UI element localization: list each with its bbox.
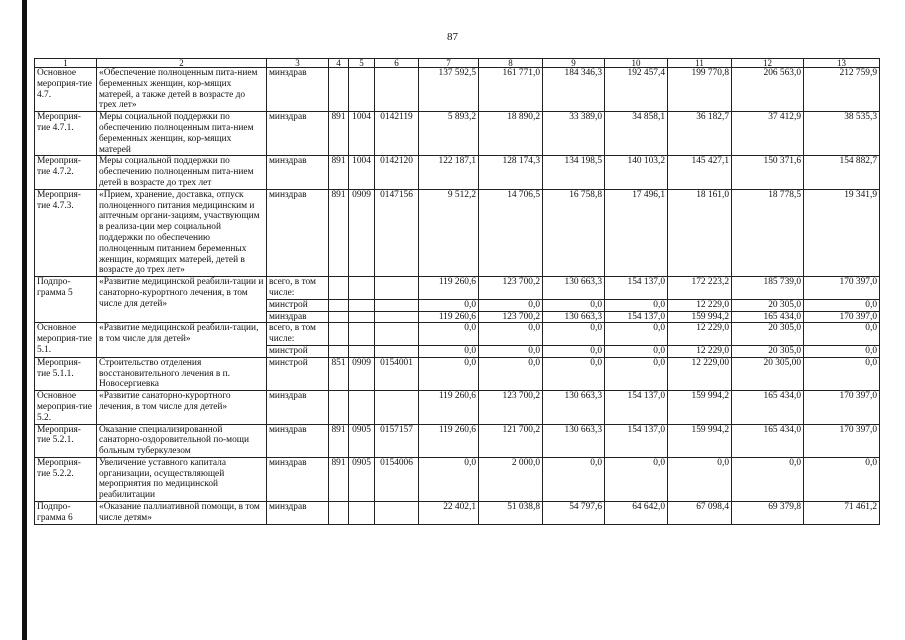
column-header-7: 7 (419, 59, 479, 68)
table-row (35, 502, 880, 525)
table-row (35, 424, 880, 457)
value-cell-13: 0,0 (804, 345, 880, 357)
value-cell-13: 0,0 (804, 357, 880, 390)
value-cell-8: 123 700,2 (479, 277, 543, 300)
value-cell-12: 69 379,8 (732, 502, 804, 525)
row-name: Мероприя-тие 4.7.3. (35, 189, 97, 276)
value-cell-8: 161 771,0 (479, 68, 543, 112)
value-cell-13: 0,0 (804, 457, 880, 501)
table-row (35, 277, 880, 300)
code-5-cell: 0909 (349, 357, 375, 390)
table-row (35, 68, 880, 112)
value-cell-7: 122 187,1 (419, 156, 479, 189)
value-cell-7: 119 260,6 (419, 311, 479, 323)
value-cell-10: 64 642,0 (605, 502, 668, 525)
value-cell-10: 140 103,2 (605, 156, 668, 189)
code-6-cell (375, 277, 419, 300)
code-5-cell (349, 299, 375, 311)
value-cell-7: 0,0 (419, 357, 479, 390)
value-cell-12: 18 778,5 (732, 189, 804, 276)
row-name: Мероприя-тие 5.2.1. (35, 424, 97, 457)
value-cell-7: 9 512,2 (419, 189, 479, 276)
value-cell-7: 0,0 (419, 345, 479, 357)
value-cell-12: 0,0 (732, 457, 804, 501)
column-header-11: 11 (668, 59, 732, 68)
code-4-cell (329, 345, 349, 357)
row-description: «Оказание паллиативной помощи, в том числе детям» (97, 502, 267, 525)
value-cell-10: 0,0 (605, 457, 668, 501)
table-row (35, 323, 880, 346)
value-cell-13: 170 397,0 (804, 311, 880, 323)
code-5-cell: 1004 (349, 156, 375, 189)
code-5-cell (349, 502, 375, 525)
executor-cell: всего, в том числе: (267, 323, 329, 346)
value-cell-8: 0,0 (479, 345, 543, 357)
value-cell-9: 130 663,3 (543, 311, 605, 323)
code-4-cell (329, 311, 349, 323)
code-6-cell: 0142120 (375, 156, 419, 189)
column-header-13: 13 (804, 59, 880, 68)
executor-cell: минздрав (267, 189, 329, 276)
code-4-cell (329, 299, 349, 311)
value-cell-13: 154 882,7 (804, 156, 880, 189)
row-name: Основное мероприя-тие 5.1. (35, 323, 97, 357)
value-cell-11: 0,0 (668, 457, 732, 501)
table-row (35, 156, 880, 189)
value-cell-13: 0,0 (804, 323, 880, 346)
code-6-cell (375, 323, 419, 346)
value-cell-10: 154 137,0 (605, 277, 668, 300)
value-cell-9: 184 346,3 (543, 68, 605, 112)
code-4-cell: 891 (329, 156, 349, 189)
code-5-cell: 0909 (349, 189, 375, 276)
column-header-4: 4 (329, 59, 349, 68)
page-number: 87 (447, 31, 458, 43)
value-cell-13: 71 461,2 (804, 502, 880, 525)
binding-bar (22, 0, 27, 640)
program-table (34, 58, 880, 525)
value-cell-11: 199 770,8 (668, 68, 732, 112)
code-5-cell (349, 311, 375, 323)
column-header-8: 8 (479, 59, 543, 68)
table-row (35, 357, 880, 390)
value-cell-11: 36 182,7 (668, 112, 732, 156)
value-cell-7: 0,0 (419, 299, 479, 311)
code-6-cell (375, 299, 419, 311)
executor-cell: всего, в том числе: (267, 277, 329, 300)
value-cell-9: 130 663,3 (543, 424, 605, 457)
code-4-cell (329, 323, 349, 346)
value-cell-12: 20 305,0 (732, 323, 804, 346)
value-cell-12: 37 412,9 (732, 112, 804, 156)
value-cell-8: 123 700,2 (479, 391, 543, 424)
column-header-3: 3 (267, 59, 329, 68)
value-cell-12: 206 563,0 (732, 68, 804, 112)
code-4-cell: 891 (329, 189, 349, 276)
value-cell-8: 0,0 (479, 357, 543, 390)
value-cell-7: 22 402,1 (419, 502, 479, 525)
value-cell-12: 165 434,0 (732, 311, 804, 323)
value-cell-9: 0,0 (543, 457, 605, 501)
value-cell-8: 0,0 (479, 323, 543, 346)
table-row (35, 457, 880, 501)
row-name: Подпро-грамма 5 (35, 277, 97, 323)
value-cell-12: 150 371,6 (732, 156, 804, 189)
column-header-6: 6 (375, 59, 419, 68)
value-cell-8: 2 000,0 (479, 457, 543, 501)
executor-cell: минздрав (267, 502, 329, 525)
executor-cell: минздрав (267, 457, 329, 501)
code-5-cell (349, 391, 375, 424)
code-4-cell (329, 277, 349, 300)
row-name: Мероприя-тие 4.7.1. (35, 112, 97, 156)
column-header-12: 12 (732, 59, 804, 68)
executor-cell: минздрав (267, 391, 329, 424)
code-5-cell (349, 68, 375, 112)
executor-cell: минздрав (267, 156, 329, 189)
column-header-5: 5 (349, 59, 375, 68)
code-5-cell (349, 323, 375, 346)
executor-cell: минстрой (267, 299, 329, 311)
value-cell-12: 165 434,0 (732, 424, 804, 457)
column-header-9: 9 (543, 59, 605, 68)
row-description: «Развитие санаторно-курортного лечения, в том числе для детей» (97, 391, 267, 424)
value-cell-9: 130 663,3 (543, 391, 605, 424)
table-row (35, 391, 880, 424)
value-cell-10: 17 496,1 (605, 189, 668, 276)
value-cell-8: 0,0 (479, 299, 543, 311)
value-cell-10: 0,0 (605, 323, 668, 346)
value-cell-9: 130 663,3 (543, 277, 605, 300)
value-cell-13: 170 397,0 (804, 424, 880, 457)
value-cell-8: 51 038,8 (479, 502, 543, 525)
value-cell-9: 0,0 (543, 357, 605, 390)
code-6-cell (375, 311, 419, 323)
value-cell-7: 119 260,6 (419, 277, 479, 300)
executor-cell: минздрав (267, 68, 329, 112)
value-cell-12: 20 305,00 (732, 357, 804, 390)
value-cell-10: 154 137,0 (605, 391, 668, 424)
value-cell-9: 134 198,5 (543, 156, 605, 189)
value-cell-7: 137 592,5 (419, 68, 479, 112)
code-6-cell: 0154006 (375, 457, 419, 501)
table-row (35, 189, 880, 276)
value-cell-13: 170 397,0 (804, 277, 880, 300)
value-cell-9: 0,0 (543, 323, 605, 346)
row-description: «Развитие медицинской реабили-тации и санаторно-курортного лечения, в том числе для детей» (97, 277, 267, 323)
value-cell-12: 20 305,0 (732, 345, 804, 357)
value-cell-8: 121 700,2 (479, 424, 543, 457)
code-6-cell (375, 345, 419, 357)
code-4-cell (329, 68, 349, 112)
code-5-cell (349, 345, 375, 357)
value-cell-9: 0,0 (543, 345, 605, 357)
row-name: Мероприя-тие 5.2.2. (35, 457, 97, 501)
value-cell-11: 172 223,2 (668, 277, 732, 300)
row-description: «Развитие медицинской реабили-тации, в том числе для детей» (97, 323, 267, 357)
code-6-cell (375, 502, 419, 525)
code-6-cell: 0157157 (375, 424, 419, 457)
code-4-cell (329, 502, 349, 525)
value-cell-10: 0,0 (605, 299, 668, 311)
value-cell-12: 185 739,0 (732, 277, 804, 300)
value-cell-7: 0,0 (419, 323, 479, 346)
value-cell-10: 0,0 (605, 345, 668, 357)
value-cell-11: 159 994,2 (668, 391, 732, 424)
value-cell-7: 119 260,6 (419, 424, 479, 457)
column-header-2: 2 (97, 59, 267, 68)
value-cell-9: 16 758,8 (543, 189, 605, 276)
row-description: Меры социальной поддержки по обеспечению полноценным пита-нием беременных женщин, кор-мящих матерей (97, 112, 267, 156)
row-description: Строительство отделения восстановительного лечения в п. Новосергиевка (97, 357, 267, 390)
value-cell-9: 33 389,0 (543, 112, 605, 156)
value-cell-11: 18 161,0 (668, 189, 732, 276)
value-cell-8: 18 890,2 (479, 112, 543, 156)
value-cell-11: 67 098,4 (668, 502, 732, 525)
column-header-10: 10 (605, 59, 668, 68)
value-cell-11: 145 427,1 (668, 156, 732, 189)
code-5-cell: 0905 (349, 457, 375, 501)
table-row (35, 112, 880, 156)
code-4-cell: 891 (329, 457, 349, 501)
value-cell-10: 0,0 (605, 357, 668, 390)
executor-cell: минздрав (267, 112, 329, 156)
value-cell-11: 12 229,0 (668, 299, 732, 311)
code-5-cell: 1004 (349, 112, 375, 156)
row-name: Основное мероприя-тие 5.2. (35, 391, 97, 424)
header-row (35, 59, 880, 68)
value-cell-11: 159 994,2 (668, 424, 732, 457)
value-cell-10: 192 457,4 (605, 68, 668, 112)
value-cell-8: 14 706,5 (479, 189, 543, 276)
value-cell-10: 154 137,0 (605, 311, 668, 323)
value-cell-13: 170 397,0 (804, 391, 880, 424)
row-description: Оказание специализированной санаторно-оздоровительной по-мощи больным туберкулезом (97, 424, 267, 457)
value-cell-13: 0,0 (804, 299, 880, 311)
code-6-cell (375, 391, 419, 424)
code-4-cell: 891 (329, 112, 349, 156)
code-6-cell: 0142119 (375, 112, 419, 156)
row-name: Мероприя-тие 4.7.2. (35, 156, 97, 189)
value-cell-11: 12 229,00 (668, 357, 732, 390)
executor-cell: минстрой (267, 357, 329, 390)
value-cell-9: 54 797,6 (543, 502, 605, 525)
row-description: «Обеспечение полноценным пита-нием беременных женщин, кор-мящих матерей, а также детей в возрасте до трех лет» (97, 68, 267, 112)
code-6-cell: 0154001 (375, 357, 419, 390)
value-cell-10: 34 858,1 (605, 112, 668, 156)
code-6-cell (375, 68, 419, 112)
column-header-1: 1 (35, 59, 97, 68)
value-cell-12: 165 434,0 (732, 391, 804, 424)
value-cell-13: 212 759,9 (804, 68, 880, 112)
value-cell-12: 20 305,0 (732, 299, 804, 311)
value-cell-13: 19 341,9 (804, 189, 880, 276)
value-cell-13: 38 535,3 (804, 112, 880, 156)
code-5-cell: 0905 (349, 424, 375, 457)
row-description: «Прием, хранение, доставка, отпуск полноценного питания медицинским и аптечным органи-зациям, участвующим в реализа-ции мер социальной поддержки по обеспечению полноценным питанием беременных женщин, кормящих матерей, детей в возрасте до трех лет» (97, 189, 267, 276)
value-cell-8: 128 174,3 (479, 156, 543, 189)
value-cell-8: 123 700,2 (479, 311, 543, 323)
value-cell-7: 119 260,6 (419, 391, 479, 424)
value-cell-9: 0,0 (543, 299, 605, 311)
row-name: Подпро-грамма 6 (35, 502, 97, 525)
value-cell-10: 154 137,0 (605, 424, 668, 457)
value-cell-7: 5 893,2 (419, 112, 479, 156)
executor-cell: минстрой (267, 345, 329, 357)
value-cell-11: 159 994,2 (668, 311, 732, 323)
code-6-cell: 0147156 (375, 189, 419, 276)
row-name: Мероприя-тие 5.1.1. (35, 357, 97, 390)
value-cell-7: 0,0 (419, 457, 479, 501)
value-cell-11: 12 229,0 (668, 345, 732, 357)
code-4-cell: 891 (329, 424, 349, 457)
row-description: Меры социальной поддержки по обеспечению полноценным пита-нием детей в возрасте до трех лет (97, 156, 267, 189)
code-5-cell (349, 277, 375, 300)
code-4-cell (329, 391, 349, 424)
executor-cell: минздрав (267, 311, 329, 323)
code-4-cell: 851 (329, 357, 349, 390)
table-body (35, 68, 880, 525)
row-description: Увеличение уставного капитала организации, осуществляющей мероприятия по медицинской реабилитации (97, 457, 267, 501)
executor-cell: минздрав (267, 424, 329, 457)
row-name: Основное мероприя-тие 4.7. (35, 68, 97, 112)
value-cell-11: 12 229,0 (668, 323, 732, 346)
